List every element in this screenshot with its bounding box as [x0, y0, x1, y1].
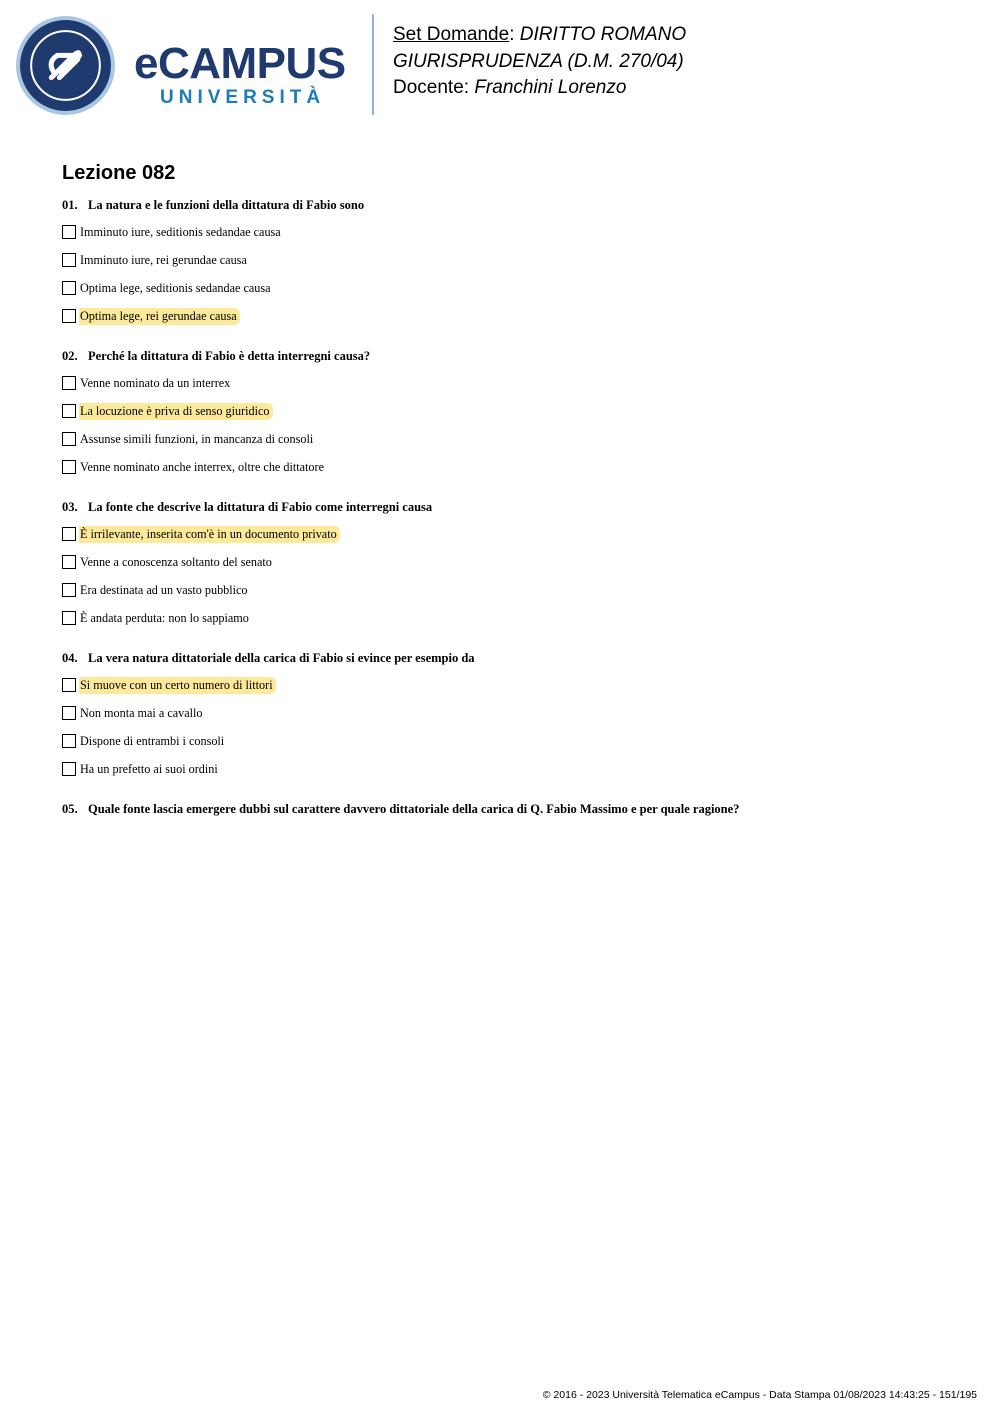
course-info: [393, 22, 686, 102]
answer-checkbox[interactable]: [62, 706, 76, 720]
brand-wordmark: eCAMPUS: [134, 39, 346, 88]
answer-label: Ha un prefetto ai suoi ordini: [80, 761, 218, 776]
answer-option[interactable]: [62, 430, 316, 448]
question-text: Perché la dittatura di Fabio è detta interregni causa?: [88, 349, 371, 363]
question-text: La fonte che descrive la dittatura di Fabio come interregni causa: [88, 500, 433, 514]
answer-label-highlighted: È irrilevante, inserita com'è in un documento privato: [79, 526, 340, 543]
answer-checkbox[interactable]: [62, 225, 76, 239]
answer-option[interactable]: [62, 307, 240, 325]
page-header: [0, 0, 1000, 130]
answer-label-highlighted: Si muove con un certo numero di littori: [79, 677, 276, 694]
answer-checkbox[interactable]: [62, 527, 76, 541]
answer-option[interactable]: [62, 525, 340, 543]
answer-label: Imminuto iure, rei gerundae causa: [80, 252, 247, 267]
question-text: La vera natura dittatoriale della carica di Fabio si evince per esempio da: [88, 651, 475, 665]
question-number: 01.: [62, 198, 78, 212]
answer-label: È andata perduta: non lo sappiamo: [80, 610, 249, 625]
answer-checkbox[interactable]: [62, 281, 76, 295]
question-05: [62, 802, 739, 817]
answer-option[interactable]: [62, 223, 284, 241]
question-text: Quale fonte lascia emergere dubbi sul carattere davvero dittatoriale della carica di Q. Fabio Massimo e per quale ragione?: [88, 802, 740, 816]
answer-checkbox[interactable]: [62, 253, 76, 267]
brand-subtitle: UNIVERSITÀ: [160, 87, 326, 108]
answer-checkbox[interactable]: [62, 611, 76, 625]
question-text: La natura e le funzioni della dittatura di Fabio sono: [88, 198, 365, 212]
answer-label: Optima lege, seditionis sedandae causa: [80, 280, 271, 295]
answer-option[interactable]: [62, 609, 252, 627]
question-number: 05.: [62, 802, 78, 816]
answer-label: Venne a conoscenza soltanto del senato: [80, 554, 272, 569]
question-01: [62, 198, 364, 213]
question-03: [62, 500, 432, 515]
page-footer: © 2016 - 2023 Università Telematica eCampus - Data Stampa 01/08/2023 14:43:25 - 151/195: [542, 1389, 977, 1401]
course-set-line: [393, 22, 686, 49]
answer-option[interactable]: [62, 553, 275, 571]
set-label: Set Domande: [393, 24, 510, 45]
answer-label: Venne nominato anche interrex, oltre che dittatore: [80, 459, 324, 474]
answer-option[interactable]: [62, 760, 221, 778]
answer-label: Era destinata ad un vasto pubblico: [80, 582, 248, 597]
answer-checkbox[interactable]: [62, 734, 76, 748]
answer-checkbox[interactable]: [62, 309, 76, 323]
set-separator: :: [509, 24, 515, 45]
answer-checkbox[interactable]: [62, 460, 76, 474]
answer-checkbox[interactable]: [62, 404, 76, 418]
answer-label: Non monta mai a cavallo: [80, 705, 203, 720]
lesson-title: Lezione 082: [62, 162, 176, 184]
answer-option[interactable]: [62, 279, 274, 297]
answer-checkbox[interactable]: [62, 762, 76, 776]
answer-checkbox[interactable]: [62, 678, 76, 692]
teacher-name: Franchini Lorenzo: [474, 77, 627, 98]
answer-label: Assunse simili funzioni, in mancanza di consoli: [80, 431, 314, 446]
answer-option[interactable]: [62, 704, 206, 722]
answer-label: Imminuto iure, seditionis sedandae causa: [80, 224, 281, 239]
teacher-label: Docente:: [393, 77, 470, 98]
answer-label-highlighted: Optima lege, rei gerundae causa: [79, 308, 240, 325]
set-name: DIRITTO ROMANO: [519, 24, 687, 45]
question-number: 02.: [62, 349, 78, 363]
answer-option[interactable]: [62, 732, 227, 750]
answer-option[interactable]: [62, 251, 250, 269]
answer-option[interactable]: [62, 374, 233, 392]
course-teacher-line: [393, 75, 686, 102]
course-program: GIURISPRUDENZA (D.M. 270/04): [393, 50, 684, 72]
answer-checkbox[interactable]: [62, 555, 76, 569]
answer-label: Dispone di entrambi i consoli: [80, 733, 225, 748]
answer-checkbox[interactable]: [62, 432, 76, 446]
question-number: 03.: [62, 500, 78, 514]
header-divider: [372, 14, 374, 115]
answer-checkbox[interactable]: [62, 583, 76, 597]
answer-label-highlighted: La locuzione è priva di senso giuridico: [79, 403, 273, 420]
question-04: [62, 651, 475, 666]
question-02: [62, 349, 370, 364]
answer-checkbox[interactable]: [62, 376, 76, 390]
question-number: 04.: [62, 651, 78, 665]
answer-option[interactable]: [62, 402, 273, 420]
university-seal-icon: [15, 15, 116, 116]
answer-option[interactable]: [62, 458, 327, 476]
answer-label: Venne nominato da un interrex: [80, 375, 231, 390]
answer-option[interactable]: [62, 581, 251, 599]
answer-option[interactable]: [62, 676, 276, 694]
